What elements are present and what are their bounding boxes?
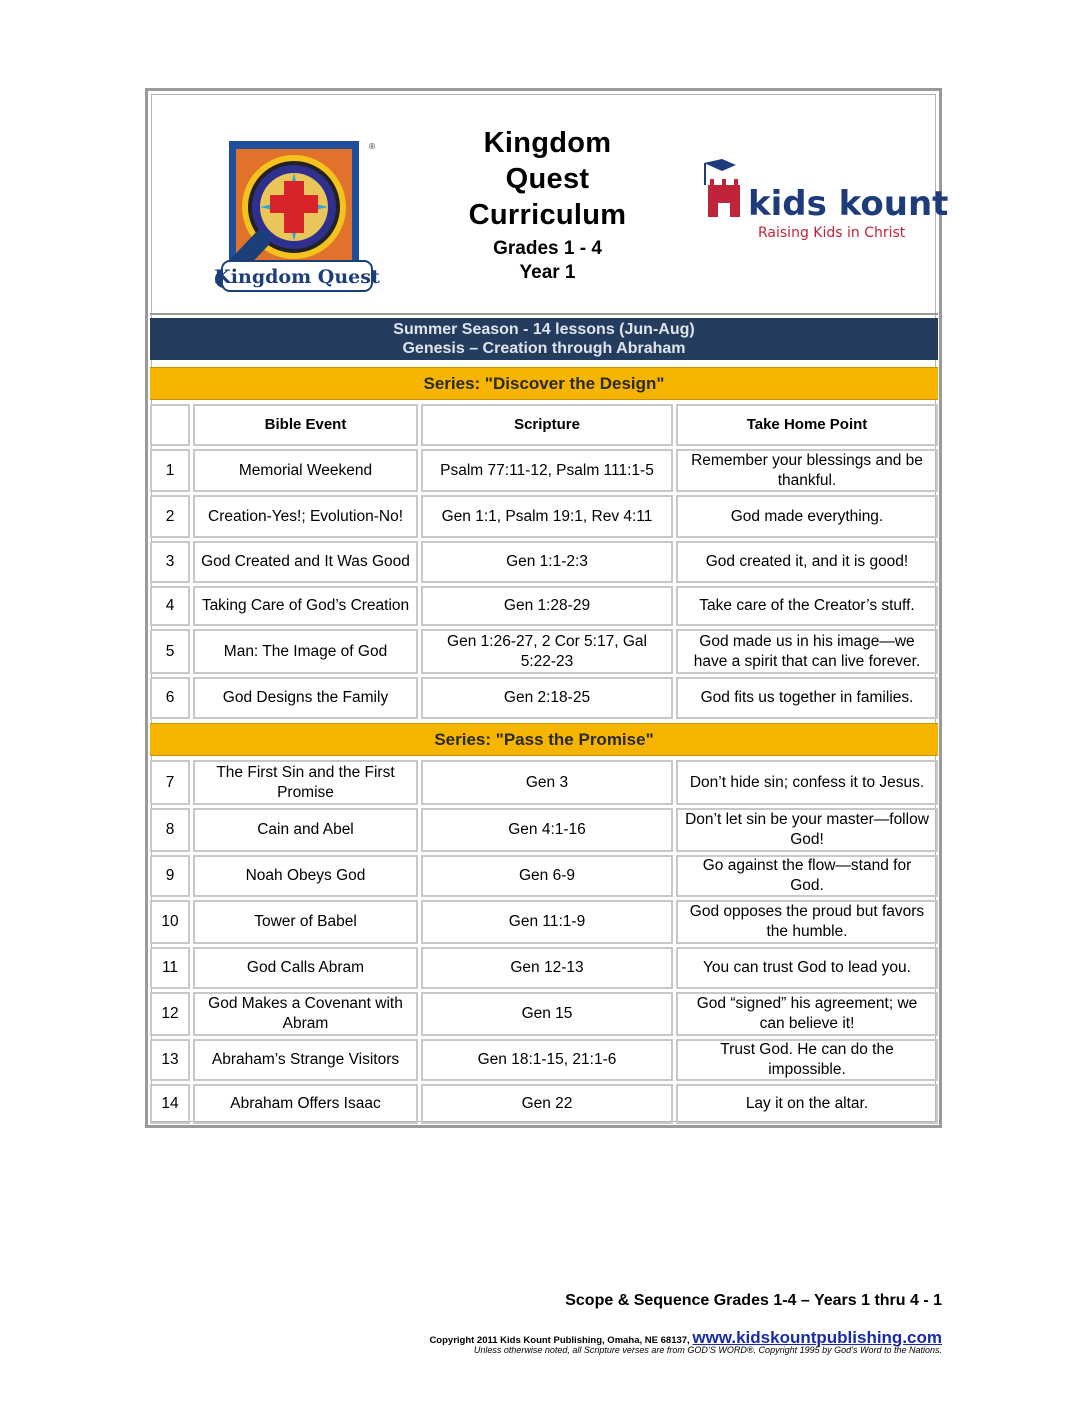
lesson-scripture: Psalm 77:11-12, Psalm 111:1-5 — [421, 449, 673, 492]
title-line-1: Kingdom — [483, 127, 612, 159]
lesson-bible-event: Memorial Weekend — [193, 449, 418, 492]
season-banner — [150, 318, 938, 360]
lesson-bible-event: Abraham’s Strange Visitors — [193, 1039, 418, 1081]
kids-kount-logo-icon — [692, 155, 949, 245]
lesson-bible-event: Taking Care of God’s Creation — [193, 586, 418, 626]
series-banner-1: Series: "Discover the Design" — [150, 367, 938, 400]
copyright-text: Copyright 2011 Kids Kount Publishing, Omaha, NE 68137, — [429, 1335, 693, 1346]
lesson-bible-event: Cain and Abel — [193, 808, 418, 852]
lesson-number: 9 — [150, 855, 190, 897]
lesson-bible-event: Tower of Babel — [193, 900, 418, 944]
lesson-number: 13 — [150, 1039, 190, 1081]
lesson-bible-event: God Created and It Was Good — [193, 541, 418, 583]
lesson-number: 8 — [150, 808, 190, 852]
svg-text:Raising Kids in Christ: Raising Kids in Christ — [758, 225, 906, 241]
title-line-2: Quest — [505, 163, 590, 195]
page-header — [150, 95, 949, 315]
column-header-number — [150, 404, 190, 446]
lesson-scripture: Gen 1:26-27, 2 Cor 5:17, Gal 5:22-23 — [421, 629, 673, 674]
lesson-take-home-point: God “signed” his agreement; we can believe it! — [676, 992, 938, 1036]
lesson-take-home-point: Lay it on the altar. — [676, 1084, 938, 1124]
season-line-1: Summer Season - 14 lessons (Jun-Aug) — [393, 321, 695, 338]
lesson-number: 4 — [150, 586, 190, 626]
lesson-bible-event: Abraham Offers Isaac — [193, 1084, 418, 1124]
lesson-scripture: Gen 3 — [421, 760, 673, 805]
lesson-bible-event: God Makes a Covenant with Abram — [193, 992, 418, 1036]
series-banner-2: Series: "Pass the Promise" — [150, 723, 938, 756]
lesson-take-home-point: Remember your blessings and be thankful. — [676, 449, 938, 492]
lesson-scripture: Gen 15 — [421, 992, 673, 1036]
lesson-number: 3 — [150, 541, 190, 583]
column-header-bible-event: Bible Event — [193, 404, 418, 446]
lesson-number: 6 — [150, 677, 190, 719]
lesson-number: 10 — [150, 900, 190, 944]
lesson-scripture: Gen 4:1-16 — [421, 808, 673, 852]
lesson-number: 5 — [150, 629, 190, 674]
lesson-number: 7 — [150, 760, 190, 805]
lesson-take-home-point: God made everything. — [676, 495, 938, 538]
column-header-take-home-point: Take Home Point — [676, 404, 938, 446]
svg-text:Kingdom Quest: Kingdom Quest — [214, 266, 380, 288]
lesson-take-home-point: Go against the flow—stand for God. — [676, 855, 938, 897]
footer-title: Scope & Sequence Grades 1-4 – Years 1 thru 4 - 1 — [565, 1292, 942, 1309]
lesson-bible-event: Man: The Image of God — [193, 629, 418, 674]
lesson-take-home-point: God created it, and it is good! — [676, 541, 938, 583]
lesson-number: 11 — [150, 947, 190, 989]
lesson-bible-event: God Calls Abram — [193, 947, 418, 989]
lesson-scripture: Gen 1:1-2:3 — [421, 541, 673, 583]
lesson-take-home-point: Don’t hide sin; confess it to Jesus. — [676, 760, 938, 805]
lesson-scripture: Gen 22 — [421, 1084, 673, 1124]
lesson-number: 2 — [150, 495, 190, 538]
kingdom-quest-logo-icon — [184, 129, 379, 299]
lesson-number: 1 — [150, 449, 190, 492]
year-label: Year 1 — [519, 262, 576, 283]
title-line-3: Curriculum — [468, 199, 627, 231]
lesson-number: 14 — [150, 1084, 190, 1124]
publisher-link[interactable]: www.kidskountpublishing.com — [692, 1328, 942, 1347]
lesson-scripture: Gen 2:18-25 — [421, 677, 673, 719]
lesson-scripture: Gen 12-13 — [421, 947, 673, 989]
lesson-scripture: Gen 11:1-9 — [421, 900, 673, 944]
kids-kount-wordmark: kids kount — [748, 184, 949, 224]
lesson-scripture: Gen 1:1, Psalm 19:1, Rev 4:11 — [421, 495, 673, 538]
curriculum-title — [420, 125, 675, 285]
lesson-take-home-point: God fits us together in families. — [676, 677, 938, 719]
lesson-take-home-point: You can trust God to lead you. — [676, 947, 938, 989]
column-header-scripture: Scripture — [421, 404, 673, 446]
lesson-scripture: Gen 6-9 — [421, 855, 673, 897]
scripture-note: Unless otherwise noted, all Scripture verses are from GOD’S WORD®. Copyright 1995 by God’s Word to the Nations. — [473, 1345, 942, 1355]
lesson-number: 12 — [150, 992, 190, 1036]
lesson-take-home-point: God made us in his image—we have a spirit that can live forever. — [676, 629, 938, 674]
lesson-take-home-point: Don’t let sin be your master—follow God! — [676, 808, 938, 852]
season-line-2: Genesis – Creation through Abraham — [402, 340, 686, 357]
lesson-bible-event: The First Sin and the First Promise — [193, 760, 418, 805]
lesson-take-home-point: Trust God. He can do the impossible. — [676, 1039, 938, 1081]
lesson-bible-event: God Designs the Family — [193, 677, 418, 719]
lesson-take-home-point: Take care of the Creator’s stuff. — [676, 586, 938, 626]
lesson-bible-event: Noah Obeys God — [193, 855, 418, 897]
svg-text:®: ® — [368, 142, 376, 151]
lesson-take-home-point: God opposes the proud but favors the humble. — [676, 900, 938, 944]
grades-label: Grades 1 - 4 — [493, 238, 602, 259]
lesson-scripture: Gen 18:1-15, 21:1-6 — [421, 1039, 673, 1081]
lesson-bible-event: Creation-Yes!; Evolution-No! — [193, 495, 418, 538]
lesson-scripture: Gen 1:28-29 — [421, 586, 673, 626]
